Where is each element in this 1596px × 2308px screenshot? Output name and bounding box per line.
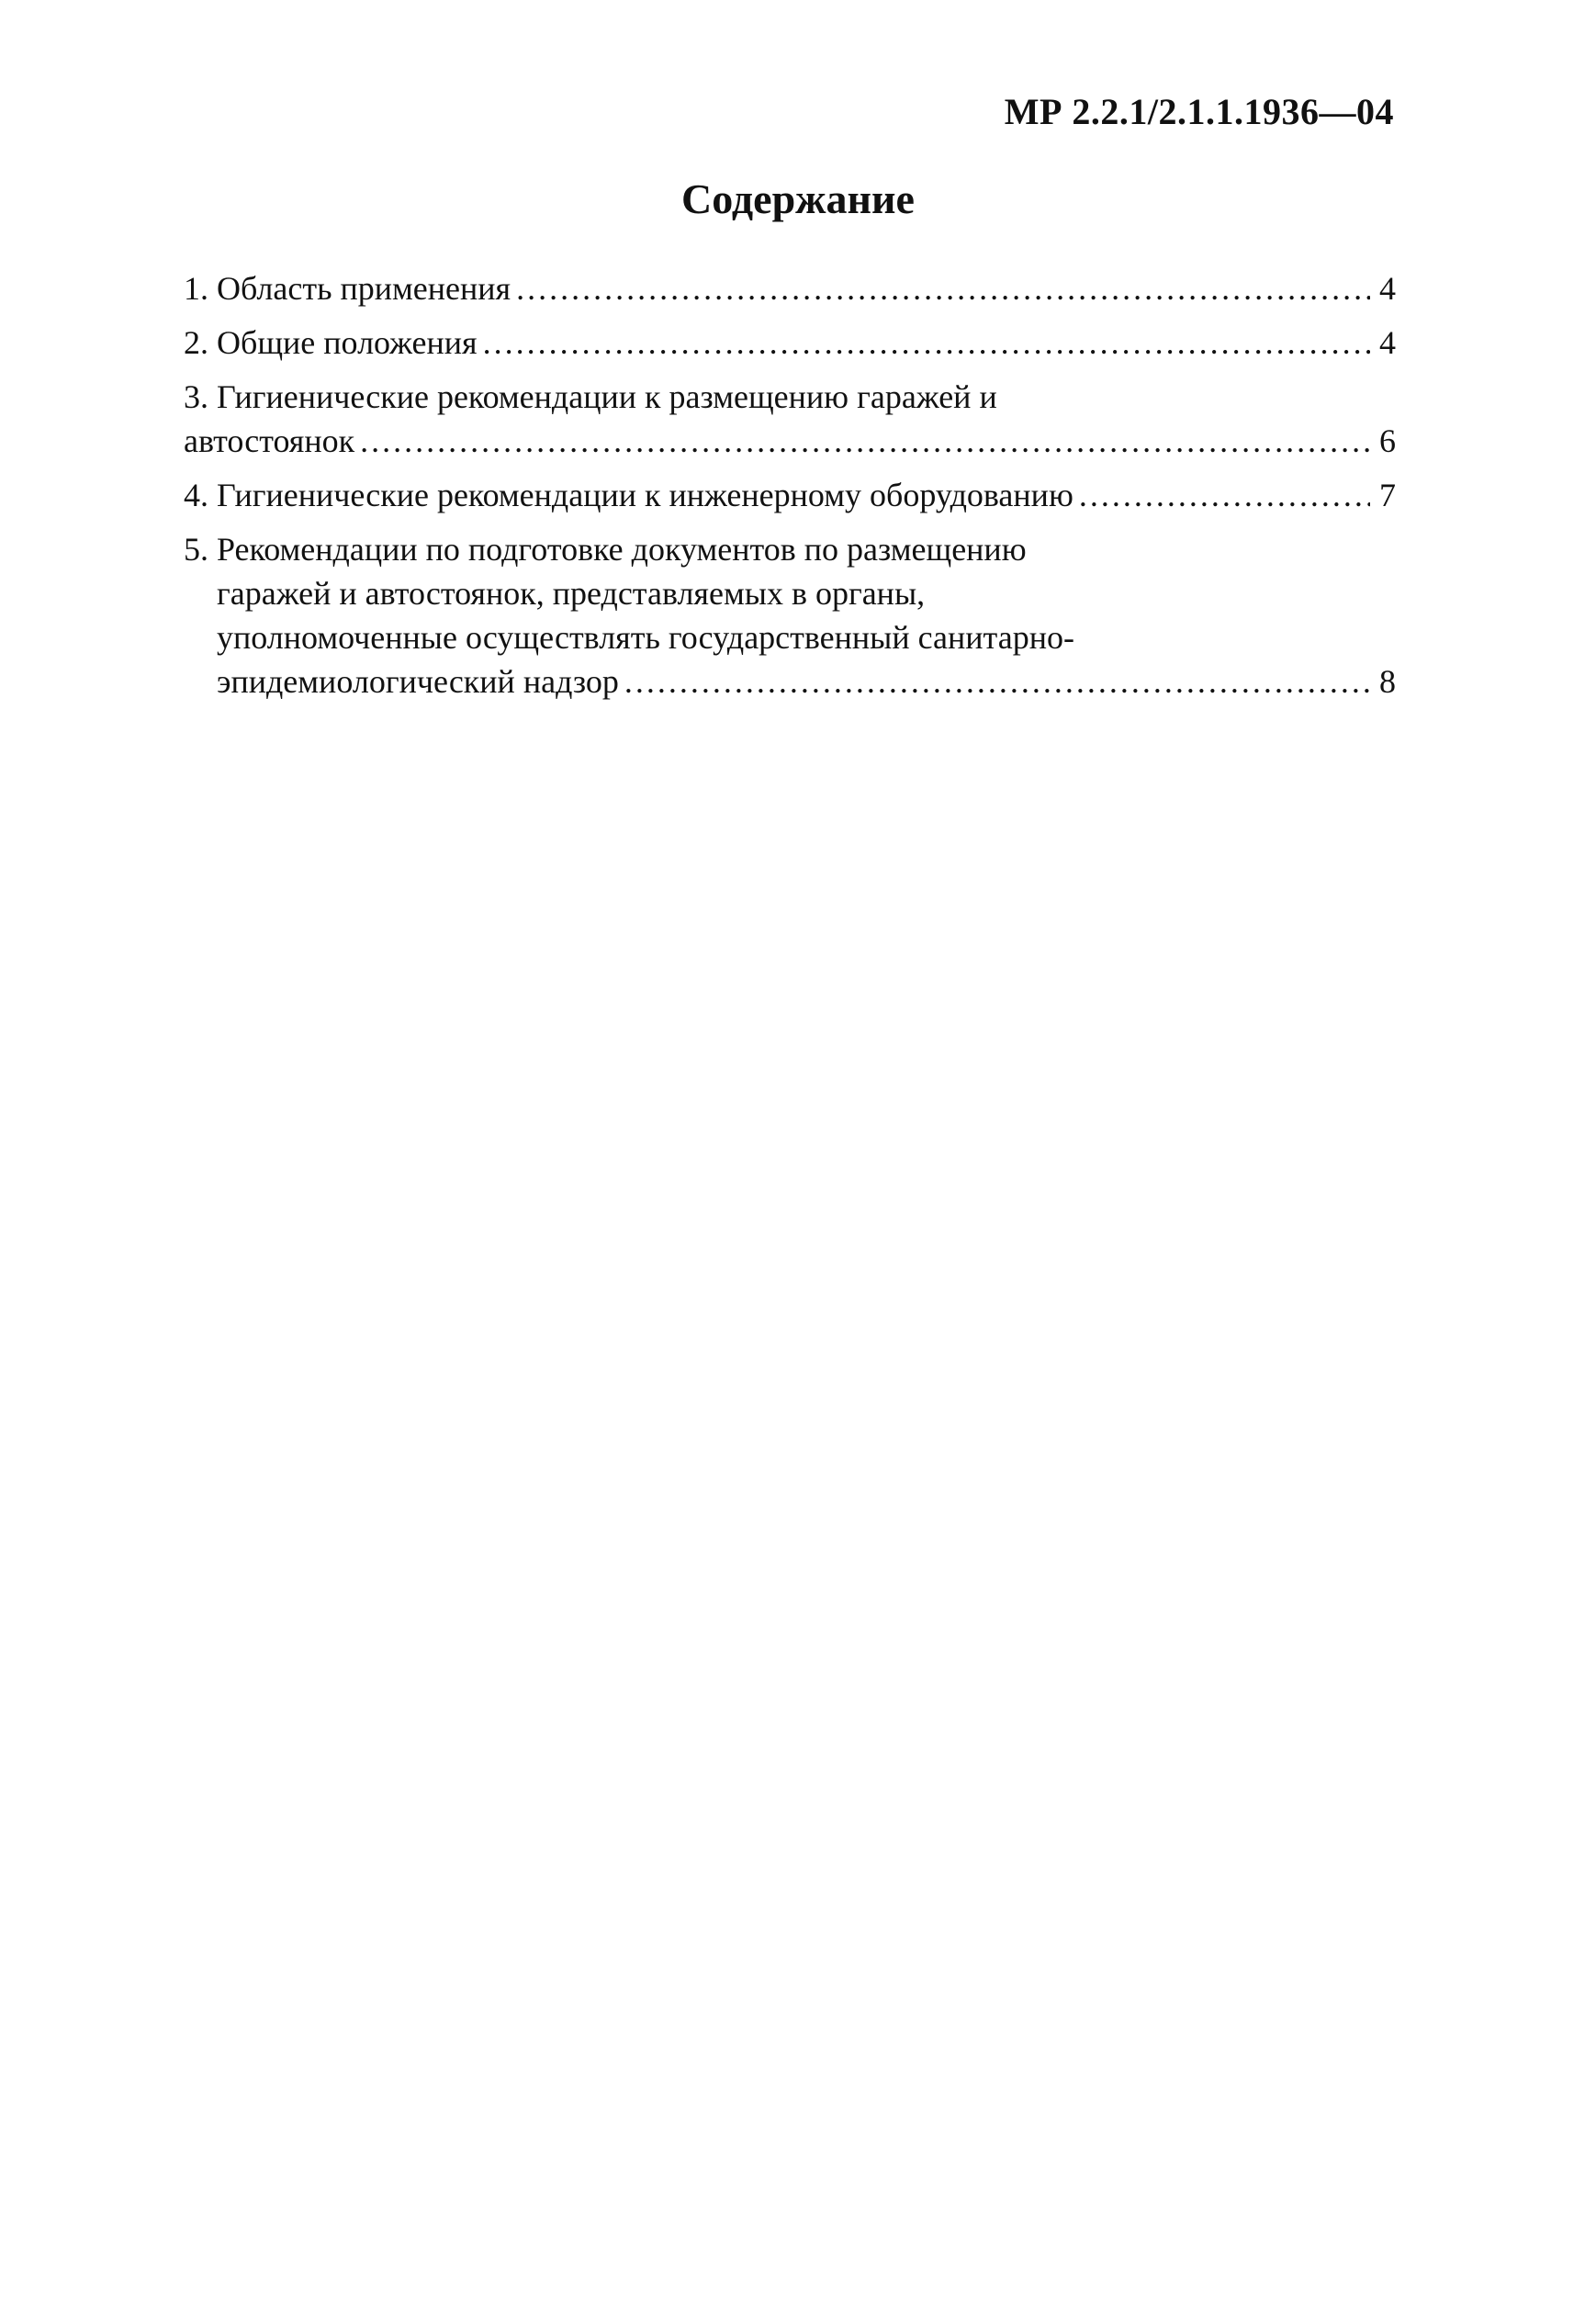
table-of-contents (184, 266, 1396, 714)
toc-entry-number: 3. (184, 378, 217, 415)
dot-leader (360, 419, 1370, 463)
dot-leader (1079, 473, 1370, 517)
dot-leader (516, 266, 1370, 310)
toc-entry-1[interactable] (184, 266, 1396, 310)
toc-entry-2[interactable] (184, 321, 1396, 365)
toc-entry-text: автостоянок (184, 422, 355, 459)
page-title: Содержание (681, 175, 915, 222)
toc-page-number: 8 (1379, 663, 1396, 700)
toc-entry-number: 4. (184, 477, 217, 513)
toc-page-number: 7 (1379, 477, 1396, 513)
toc-entry-number: 1. (184, 270, 217, 307)
toc-entry-text: Гигиенические рекомендации к размещению гаражей и (217, 378, 997, 415)
toc-entry-text: уполномоченные осуществлять государственный санитарно- (217, 619, 1074, 656)
toc-entry-4[interactable] (184, 473, 1396, 517)
dot-leader (624, 659, 1370, 704)
toc-entry-5[interactable] (184, 527, 1396, 704)
toc-entry-text: эпидемиологический надзор (217, 663, 619, 700)
toc-entry-number: 2. (184, 324, 217, 361)
toc-entry-text: Общие положения (217, 324, 478, 361)
toc-entry-text: Гигиенические рекомендации к инженерному оборудованию (217, 477, 1073, 513)
toc-entry-text: Рекомендации по подготовке документов по размещению (217, 531, 1027, 568)
toc-page-number: 4 (1379, 270, 1396, 307)
dot-leader (483, 321, 1370, 365)
toc-page-number: 6 (1379, 422, 1396, 459)
document-code: МР 2.2.1/2.1.1.1936—04 (1004, 91, 1394, 132)
toc-entry-text: Область применения (217, 270, 511, 307)
toc-entry-number: 5. (184, 531, 217, 568)
toc-entry-text: гаражей и автостоянок, представляемых в органы, (217, 575, 926, 612)
toc-page-number: 4 (1379, 324, 1396, 361)
toc-entry-3[interactable] (184, 375, 1396, 463)
